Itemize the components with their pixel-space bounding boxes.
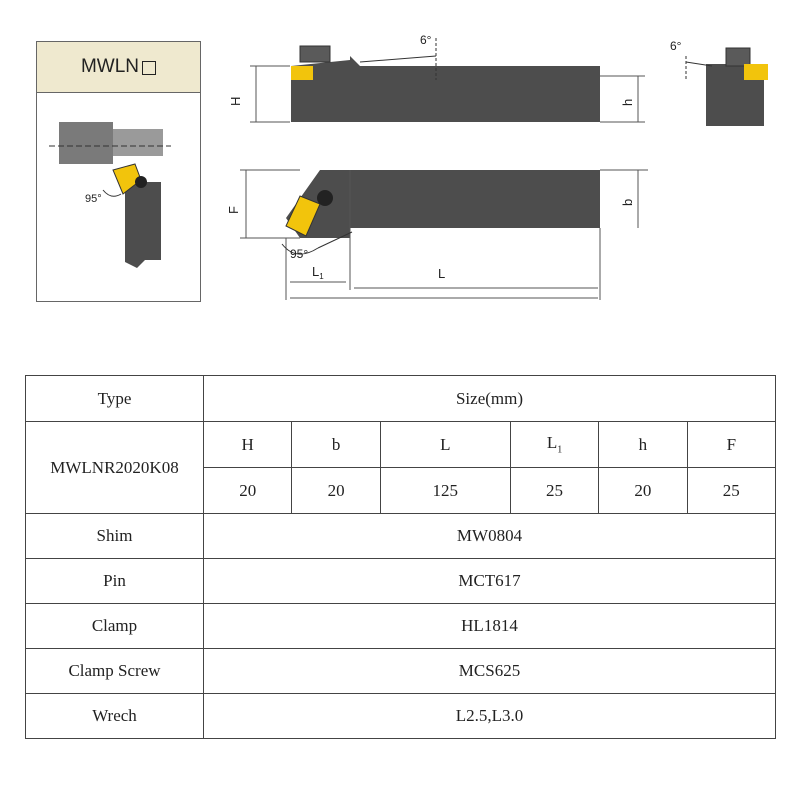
end-view-clamp (726, 48, 750, 66)
column-header: h (599, 422, 687, 468)
top-view-body (286, 170, 600, 238)
side-view (228, 33, 645, 122)
top-view-clamp-screw (317, 190, 333, 206)
part-label: Shim (26, 514, 204, 559)
end-view-insert (744, 64, 768, 80)
table-row (26, 649, 776, 694)
part-label: Pin (26, 559, 204, 604)
dim-h-label: h (620, 98, 635, 106)
part-value: MCS625 (204, 649, 776, 694)
table-row (26, 376, 776, 422)
type-header: Type (26, 376, 204, 422)
column-header: $L_1$ (510, 422, 598, 468)
model-cell: MWLNR2020K08 (26, 422, 204, 514)
angle-top-label: 6° (420, 33, 432, 47)
dimension-drawing (0, 0, 800, 330)
side-view-body (291, 56, 600, 122)
part-label: Clamp (26, 604, 204, 649)
dim-L1-label: $L_1$ (312, 264, 324, 281)
column-header: b (292, 422, 380, 468)
part-label: Wrech (26, 694, 204, 739)
table-row (26, 694, 776, 739)
column-header: H (204, 422, 292, 468)
dim-b-label: b (620, 198, 635, 206)
table-cell: 125 (380, 468, 510, 514)
angle-line-top (360, 56, 436, 62)
table-cell: 20 (599, 468, 687, 514)
top-view (226, 170, 648, 300)
part-value: MCT617 (204, 559, 776, 604)
table-cell: 20 (292, 468, 380, 514)
part-value: MW0804 (204, 514, 776, 559)
part-value: HL1814 (204, 604, 776, 649)
column-header: L (380, 422, 510, 468)
table-cell: 25 (510, 468, 598, 514)
spec-table (25, 375, 776, 739)
side-view-insert (291, 66, 313, 80)
dim-L-label: L (438, 266, 446, 281)
column-header: F (687, 422, 775, 468)
table-row (26, 422, 776, 468)
dim-H-label: H (228, 96, 243, 106)
part-value: L2.5,L3.0 (204, 694, 776, 739)
table-row (26, 559, 776, 604)
table-cell: 20 (204, 468, 292, 514)
dim-F-label: F (226, 206, 241, 214)
angle-bottom-label: 95° (290, 247, 309, 261)
table-cell: 25 (687, 468, 775, 514)
side-view-clamp (300, 46, 330, 62)
table-row (26, 604, 776, 649)
panel-title-text: MWLN (80, 56, 140, 77)
panel-angle-label: 95° (85, 193, 102, 205)
angle-side-label: 6° (670, 39, 682, 53)
end-view (670, 39, 768, 126)
table-row (26, 514, 776, 559)
part-label: Clamp Screw (26, 649, 204, 694)
size-header: Size(mm) (204, 376, 776, 422)
